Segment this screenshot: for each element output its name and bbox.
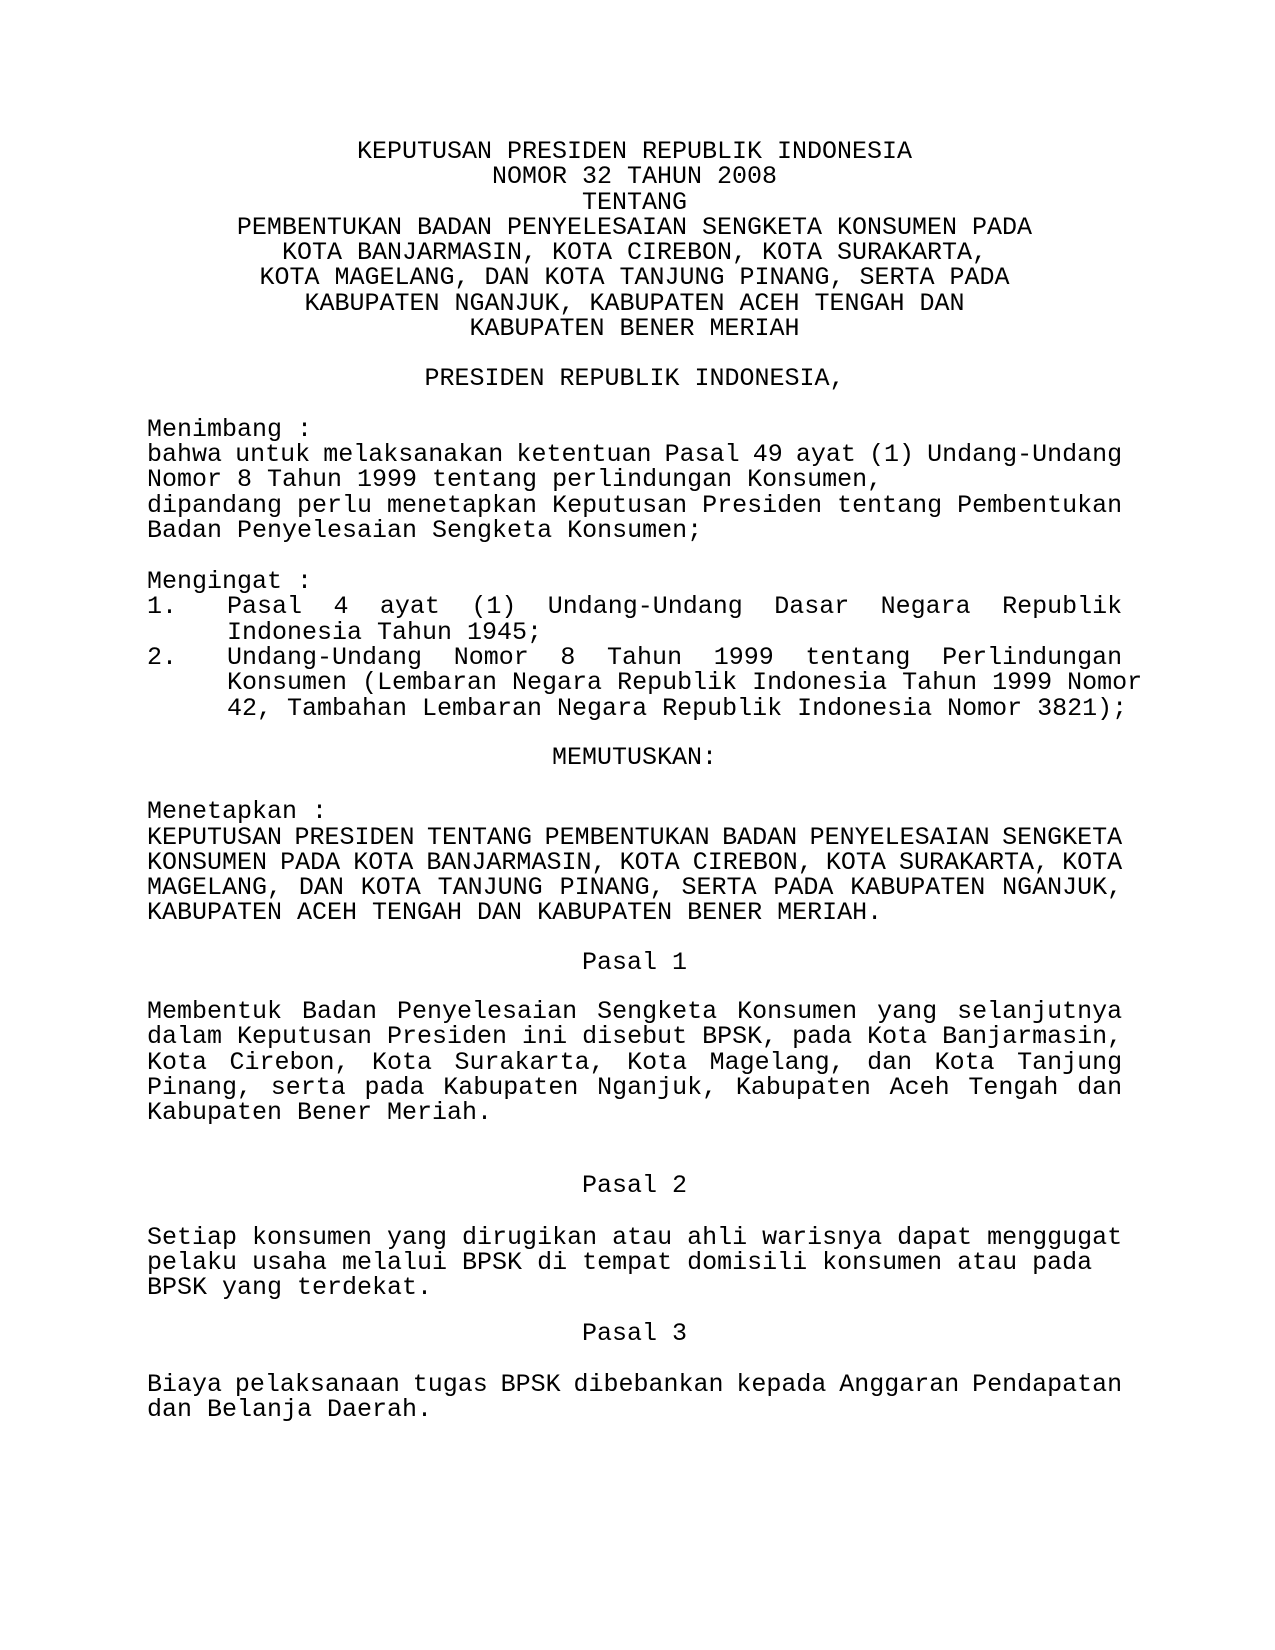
pasal-3-heading [147, 1318, 1122, 1348]
decree-title [147, 137, 1122, 344]
menimbang-line: Nomor 8 Tahun 1999 tentang perlindungan Konsumen, [147, 465, 883, 495]
pasal-2-heading [147, 1170, 1122, 1200]
pasal-2-body [147, 1222, 1123, 1303]
pasal-1-line: Pinang, serta pada Kabupaten Nganjuk, Kabupaten Aceh Tengah dan [147, 1072, 1123, 1102]
item-text [227, 594, 1122, 645]
mengingat-item-1 [147, 594, 1122, 645]
menimbang-line: dipandang perlu menetapkan Keputusan Presiden tentang Pembentukan [147, 490, 1123, 520]
title-line: KABUPATEN NGANJUK, KABUPATEN ACEH TENGAH DAN [304, 288, 965, 318]
pasal-3-line: dan Belanja Daerah. [147, 1395, 433, 1425]
pasal-1-heading [147, 947, 1122, 977]
mengingat-line: Indonesia Tahun 1945; [227, 617, 543, 647]
title-line: KOTA MAGELANG, DAN KOTA TANJUNG PINANG, SERTA PADA [259, 263, 1010, 293]
pasal-2-line: pelaku usaha melalui BPSK di tempat domisili konsumen atau pada [147, 1248, 1093, 1278]
pasal-1-title: Pasal 1 [581, 947, 688, 977]
title-line: KOTA BANJARMASIN, KOTA CIREBON, KOTA SURAKARTA, [281, 238, 988, 268]
title-line: TENTANG [581, 187, 688, 217]
issuer-heading [147, 364, 1122, 394]
title-line: PEMBENTUKAN BADAN PENYELESAIAN SENGKETA KONSUMEN PADA [236, 212, 1033, 242]
mengingat-line: Konsumen (Lembaran Negara Republik Indonesia Tahun 1999 Nomor [227, 668, 1143, 698]
pasal-3-line: Biaya pelaksanaan tugas BPSK dibebankan kepada Anggaran Pendapatan [147, 1369, 1123, 1399]
text-column [147, 0, 1143, 1425]
title-line: NOMOR 32 TAHUN 2008 [491, 162, 778, 192]
item-number: 2. [147, 643, 178, 673]
issuer-line: PRESIDEN REPUBLIK INDONESIA, [424, 364, 845, 394]
menetapkan-label: Menetapkan : [147, 797, 328, 827]
mengingat-line: Pasal 4 ayat (1) Undang-Undang Dasar Negara Republik [227, 592, 1123, 622]
mengingat-section [147, 567, 1143, 723]
menimbang-section [147, 414, 1123, 545]
menimbang-paragraph [147, 439, 1123, 545]
menetapkan-section [147, 797, 1123, 928]
pasal-1-line: dalam Keputusan Presiden ini disebut BPSK, pada Kota Banjarmasin, [147, 1022, 1123, 1052]
memutuskan-heading [147, 742, 1122, 772]
mengingat-label: Mengingat : [147, 567, 313, 597]
pasal-3-title: Pasal 3 [581, 1318, 688, 1348]
pasal-1-body [147, 997, 1123, 1128]
pasal-1-line: Kabupaten Bener Meriah. [147, 1098, 493, 1128]
mengingat-line: Undang-Undang Nomor 8 Tahun 1999 tentang Perlindungan [227, 643, 1123, 673]
pasal-2-line: BPSK yang terdekat. [147, 1273, 433, 1303]
menimbang-line: bahwa untuk melaksanakan ketentuan Pasal 49 ayat (1) Undang-Undang [147, 439, 1123, 469]
menetapkan-line: KONSUMEN PADA KOTA BANJARMASIN, KOTA CIREBON, KOTA SURAKARTA, KOTA [147, 847, 1123, 877]
menetapkan-line: MAGELANG, DAN KOTA TANJUNG PINANG, SERTA PADA KABUPATEN NGANJUK, [147, 873, 1123, 903]
item-number: 1. [147, 592, 178, 622]
mengingat-item-2 [147, 643, 1143, 723]
memutuskan-text: MEMUTUSKAN: [551, 742, 718, 772]
menetapkan-paragraph [147, 822, 1123, 928]
menimbang-label: Menimbang : [147, 414, 313, 444]
pasal-3-body [147, 1369, 1123, 1425]
pasal-1-line: Kota Cirebon, Kota Surakarta, Kota Magelang, dan Kota Tanjung [147, 1047, 1123, 1077]
title-line: KABUPATEN BENER MERIAH [469, 314, 800, 344]
title-line: KEPUTUSAN PRESIDEN REPUBLIK INDONESIA [356, 137, 913, 166]
pasal-2-line: Setiap konsumen yang dirugikan atau ahli warisnya dapat menggugat [147, 1222, 1123, 1252]
mengingat-line: 42, Tambahan Lembaran Negara Republik Indonesia Nomor 3821); [227, 693, 1128, 723]
menimbang-line: Badan Penyelesaian Sengketa Konsumen; [147, 515, 703, 545]
pasal-2-title: Pasal 2 [581, 1170, 688, 1200]
menetapkan-line: KEPUTUSAN PRESIDEN TENTANG PEMBENTUKAN BADAN PENYELESAIAN SENGKETA [147, 822, 1123, 852]
menetapkan-line: KABUPATEN ACEH TENGAH DAN KABUPATEN BENER MERIAH. [147, 898, 883, 928]
item-text [227, 643, 1143, 723]
pasal-1-line: Membentuk Badan Penyelesaian Sengketa Konsumen yang selanjutnya [147, 997, 1123, 1027]
